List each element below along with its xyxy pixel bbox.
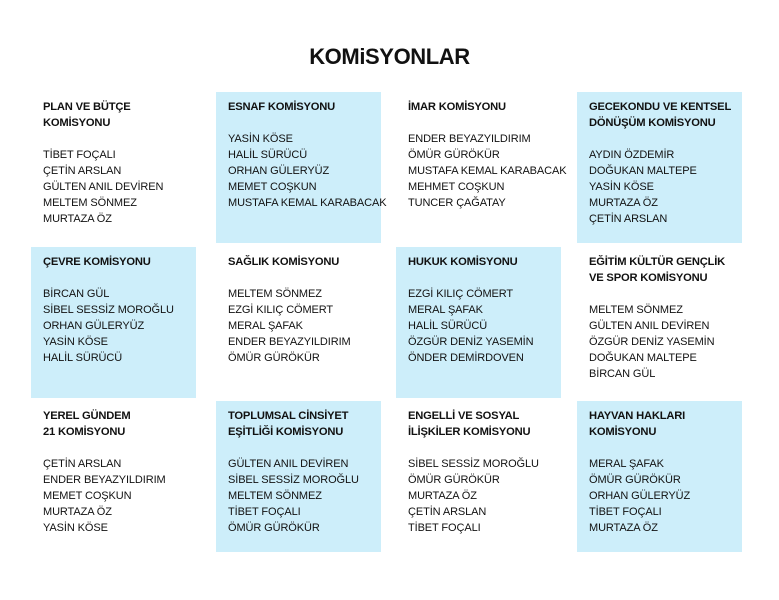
member-list: [408, 131, 567, 211]
member-name: MERAL ŞAFAK: [228, 320, 303, 332]
member-name: HALİL SÜRÜCÜ: [408, 320, 488, 332]
committee-card: [216, 247, 381, 398]
member-name: MELTEM SÖNMEZ: [228, 288, 322, 300]
member-name: MEMET COŞKUN: [228, 181, 317, 193]
member-name: ORHAN GÜLERYÜZ: [43, 320, 145, 332]
member-name: MERAL ŞAFAK: [589, 458, 664, 470]
member-name: ÖMÜR GÜRÖKÜR: [408, 474, 500, 486]
member-name: MURTAZA ÖZ: [43, 213, 112, 225]
member-name: ORHAN GÜLERYÜZ: [589, 490, 691, 502]
member-name: HALİL SÜRÜCÜ: [228, 149, 308, 161]
member-name: EZGİ KILIÇ CÖMERT: [408, 288, 514, 300]
member-name: ORHAN GÜLERYÜZ: [228, 165, 330, 177]
member-name: ÖNDER DEMİRDOVEN: [408, 352, 524, 364]
member-name: MUSTAFA KEMAL KARABACAK: [228, 197, 387, 209]
member-name: MURTAZA ÖZ: [589, 522, 658, 534]
committee-card: [396, 92, 567, 243]
committee-title: HAYVAN HAKLARI KOMİSYONU: [589, 410, 686, 438]
member-name: SİBEL SESSİZ MOROĞLU: [228, 474, 359, 486]
member-name: ÖZGÜR DENİZ YASEMİN: [408, 336, 534, 348]
member-name: SİBEL SESSİZ MOROĞLU: [43, 304, 174, 316]
committee-title: TOPLUMSAL CİNSİYET EŞİTLİĞİ KOMİSYONU: [228, 410, 349, 438]
member-list: [228, 286, 373, 366]
member-name: MELTEM SÖNMEZ: [589, 304, 683, 316]
member-list: [228, 456, 373, 536]
committee-title: GECEKONDU VE KENTSEL DÖNÜŞÜM KOMİSYONU: [589, 101, 732, 129]
member-name: ÇETİN ARSLAN: [408, 506, 487, 518]
member-name: ÖMÜR GÜRÖKÜR: [589, 474, 681, 486]
member-name: TİBET FOÇALI: [228, 506, 301, 518]
member-name: ÇETİN ARSLAN: [589, 213, 668, 225]
member-name: GÜLTEN ANIL DEVİREN: [589, 320, 710, 332]
member-list: [43, 147, 188, 227]
member-name: MURTAZA ÖZ: [408, 490, 477, 502]
committee-title: SAĞLIK KOMİSYONU: [228, 256, 340, 268]
member-list: [43, 286, 188, 366]
member-name: HALİL SÜRÜCÜ: [43, 352, 123, 364]
committee-title: HUKUK KOMİSYONU: [408, 256, 518, 268]
member-name: YASİN KÖSE: [43, 522, 108, 534]
member-name: TİBET FOÇALI: [43, 149, 116, 161]
member-name: ENDER BEYAZYILDIRIM: [408, 133, 531, 145]
member-name: EZGİ KILIÇ CÖMERT: [228, 304, 334, 316]
member-name: ENDER BEYAZYILDIRIM: [228, 336, 351, 348]
member-name: MUSTAFA KEMAL KARABACAK: [408, 165, 567, 177]
member-list: [589, 147, 734, 227]
committee-title: ENGELLİ VE SOSYAL İLİŞKİLER KOMİSYONU: [408, 410, 531, 438]
member-name: ÖMÜR GÜRÖKÜR: [228, 352, 320, 364]
member-name: ÖZGÜR DENİZ YASEMİN: [589, 336, 715, 348]
member-name: TİBET FOÇALI: [408, 522, 481, 534]
member-name: MELTEM SÖNMEZ: [228, 490, 322, 502]
member-name: MEHMET COŞKUN: [408, 181, 505, 193]
member-list: [589, 302, 734, 382]
member-list: [408, 456, 553, 536]
page-title: KOMiSYONLAR: [309, 44, 470, 69]
committee-card: [577, 247, 742, 398]
member-name: TUNCER ÇAĞATAY: [408, 197, 506, 209]
member-name: GÜLTEN ANIL DEVİREN: [43, 181, 164, 193]
member-name: DOĞUKAN MALTEPE: [589, 165, 697, 177]
committee-title: EĞİTİM KÜLTÜR GENÇLİK VE SPOR KOMİSYONU: [589, 256, 726, 284]
member-list: [408, 286, 553, 366]
committee-title: ÇEVRE KOMİSYONU: [43, 256, 151, 268]
committee-card: [31, 401, 196, 552]
committee-title: İMAR KOMİSYONU: [408, 101, 506, 113]
committee-title: ESNAF KOMİSYONU: [228, 101, 336, 113]
member-name: ENDER BEYAZYILDIRIM: [43, 474, 166, 486]
committee-card: [396, 247, 561, 398]
member-name: ÇETİN ARSLAN: [43, 165, 122, 177]
committee-card: [216, 92, 387, 243]
member-name: BİRCAN GÜL: [43, 288, 110, 300]
committee-card: [396, 401, 561, 552]
member-name: SİBEL SESSİZ MOROĞLU: [408, 458, 539, 470]
committee-card: [31, 92, 196, 243]
member-name: MERAL ŞAFAK: [408, 304, 483, 316]
committee-card: [216, 401, 381, 552]
member-name: BİRCAN GÜL: [589, 368, 656, 380]
member-name: YASİN KÖSE: [589, 181, 654, 193]
member-name: YASİN KÖSE: [228, 133, 293, 145]
member-name: ÖMÜR GÜRÖKÜR: [408, 149, 500, 161]
member-list: [228, 131, 387, 211]
committee-title: YEREL GÜNDEM 21 KOMİSYONU: [43, 410, 131, 438]
member-list: [43, 456, 188, 536]
member-list: [589, 456, 734, 536]
committee-card: [577, 92, 742, 243]
member-name: MURTAZA ÖZ: [589, 197, 658, 209]
member-name: DOĞUKAN MALTEPE: [589, 352, 697, 364]
committee-card: [31, 247, 196, 398]
member-name: AYDIN ÖZDEMİR: [589, 149, 675, 161]
committee-title: PLAN VE BÜTÇE KOMİSYONU: [43, 101, 131, 129]
member-name: YASİN KÖSE: [43, 336, 108, 348]
member-name: MURTAZA ÖZ: [43, 506, 112, 518]
member-name: MEMET COŞKUN: [43, 490, 132, 502]
member-name: MELTEM SÖNMEZ: [43, 197, 137, 209]
member-name: ÇETİN ARSLAN: [43, 458, 122, 470]
member-name: GÜLTEN ANIL DEVİREN: [228, 458, 349, 470]
committee-card: [577, 401, 742, 552]
member-name: TİBET FOÇALI: [589, 506, 662, 518]
member-name: ÖMÜR GÜRÖKÜR: [228, 522, 320, 534]
